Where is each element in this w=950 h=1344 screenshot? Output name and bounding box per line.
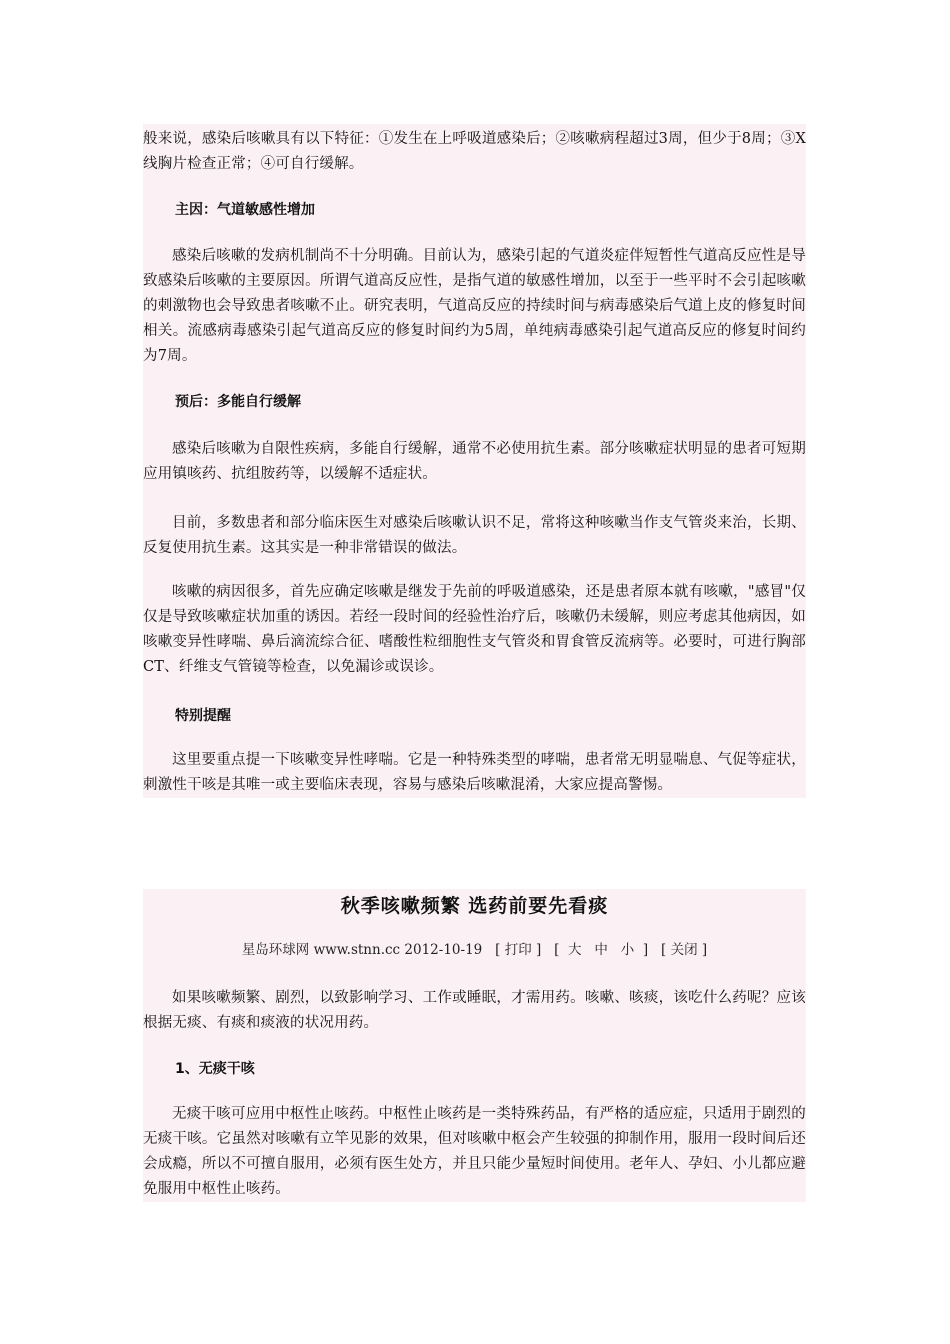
font-size-large-link[interactable]: 大 (568, 942, 582, 958)
paragraph-dry-cough: 无痰干咳可应用中枢性止咳药。中枢性止咳药是一类特殊药品，有严格的适应症，只适用于剧烈的无痰干咳。它虽然对咳嗽有立竿见影的效果，但对咳嗽中枢会产生较强的抑制作用，服用一段时间后还会成瘾，所以不可擅自服用，必须有医生处方，并且只能少量短时间使用。老年人、孕妇、小儿都应避免服用中枢性止咳药。 (143, 1106, 806, 1197)
heading-main-cause: 主因：气道敏感性增加 (175, 202, 315, 218)
heading-special-reminder: 特别提醒 (175, 708, 231, 724)
article-section-1 (143, 124, 806, 798)
heading-prognosis: 预后：多能自行缓解 (175, 394, 301, 410)
paragraph-causes: 咳嗽的病因很多，首先应确定咳嗽是继发于先前的呼吸道感染，还是患者原本就有咳嗽，"感冒"仅仅是导致咳嗽症状加重的诱因。若经一段时间的经验性治疗后，咳嗽仍未缓解，则应考虑其他病因，如咳嗽变异性哮喘、鼻后滴流综合征、嗜酸性粒细胞性支气管炎和胃食管反流病等。必要时，可进行胸部CT、纤维支气管镜等检查，以免漏诊或误诊。 (143, 584, 806, 675)
paragraph-main-cause: 感染后咳嗽的发病机制尚不十分明确。目前认为，感染引起的气道炎症伴短暂性气道高反应性是导致感染后咳嗽的主要原因。所谓气道高反应性，是指气道的敏感性增加，以至于一些平时不会引起咳嗽的刺激物也会导致患者咳嗽不止。研究表明，气道高反应的持续时间与病毒感染后气道上皮的修复时间相关。流感病毒感染引起气道高反应的修复时间约为5周，单纯病毒感染引起气道高反应的修复时间约为7周。 (143, 248, 806, 364)
paragraph-current-situation: 目前，多数患者和部分临床医生对感染后咳嗽认识不足，常将这种咳嗽当作支气管炎来治，长期、反复使用抗生素。这其实是一种非常错误的做法。 (143, 515, 806, 556)
article-section-2 (143, 889, 806, 1202)
paragraph-prognosis: 感染后咳嗽为自限性疾病，多能自行缓解，通常不必使用抗生素。部分咳嗽症状明显的患者可短期应用镇咳药、抗组胺药等，以缓解不适症状。 (143, 441, 806, 482)
article-title: 秋季咳嗽频繁 选药前要先看痰 (340, 895, 609, 917)
close-link[interactable]: [ 关闭 ] (661, 942, 708, 958)
font-size-medium-link[interactable]: 中 (594, 942, 608, 958)
article-source: 星岛环球网 www.stnn.cc 2012-10-19 (241, 942, 483, 958)
font-size-bracket-close: ] (638, 942, 649, 958)
article-meta (143, 939, 806, 961)
intro-paragraph-2: 如果咳嗽频繁、剧烈，以致影响学习、工作或睡眠，才需用药。咳嗽、咳痰，该吃什么药呢？应该根据无痰、有痰和痰液的状况用药。 (143, 990, 806, 1031)
paragraph-special-reminder: 这里要重点提一下咳嗽变异性哮喘。它是一种特殊类型的哮喘，患者常无明显喘息、气促等症状，刺激性干咳是其唯一或主要临床表现，容易与感染后咳嗽混淆，大家应提高警惕。 (143, 752, 806, 793)
print-link[interactable]: [ 打印 ] (495, 942, 542, 958)
font-size-small-link[interactable]: 小 (620, 942, 635, 958)
font-size-bracket-open: [ (554, 942, 564, 958)
heading-dry-cough: 1、无痰干咳 (175, 1061, 255, 1077)
intro-paragraph: 般来说，感染后咳嗽具有以下特征：①发生在上呼吸道感染后；②咳嗽病程超过3周，但少于8周；③X线胸片检查正常；④可自行缓解。 (143, 131, 806, 172)
